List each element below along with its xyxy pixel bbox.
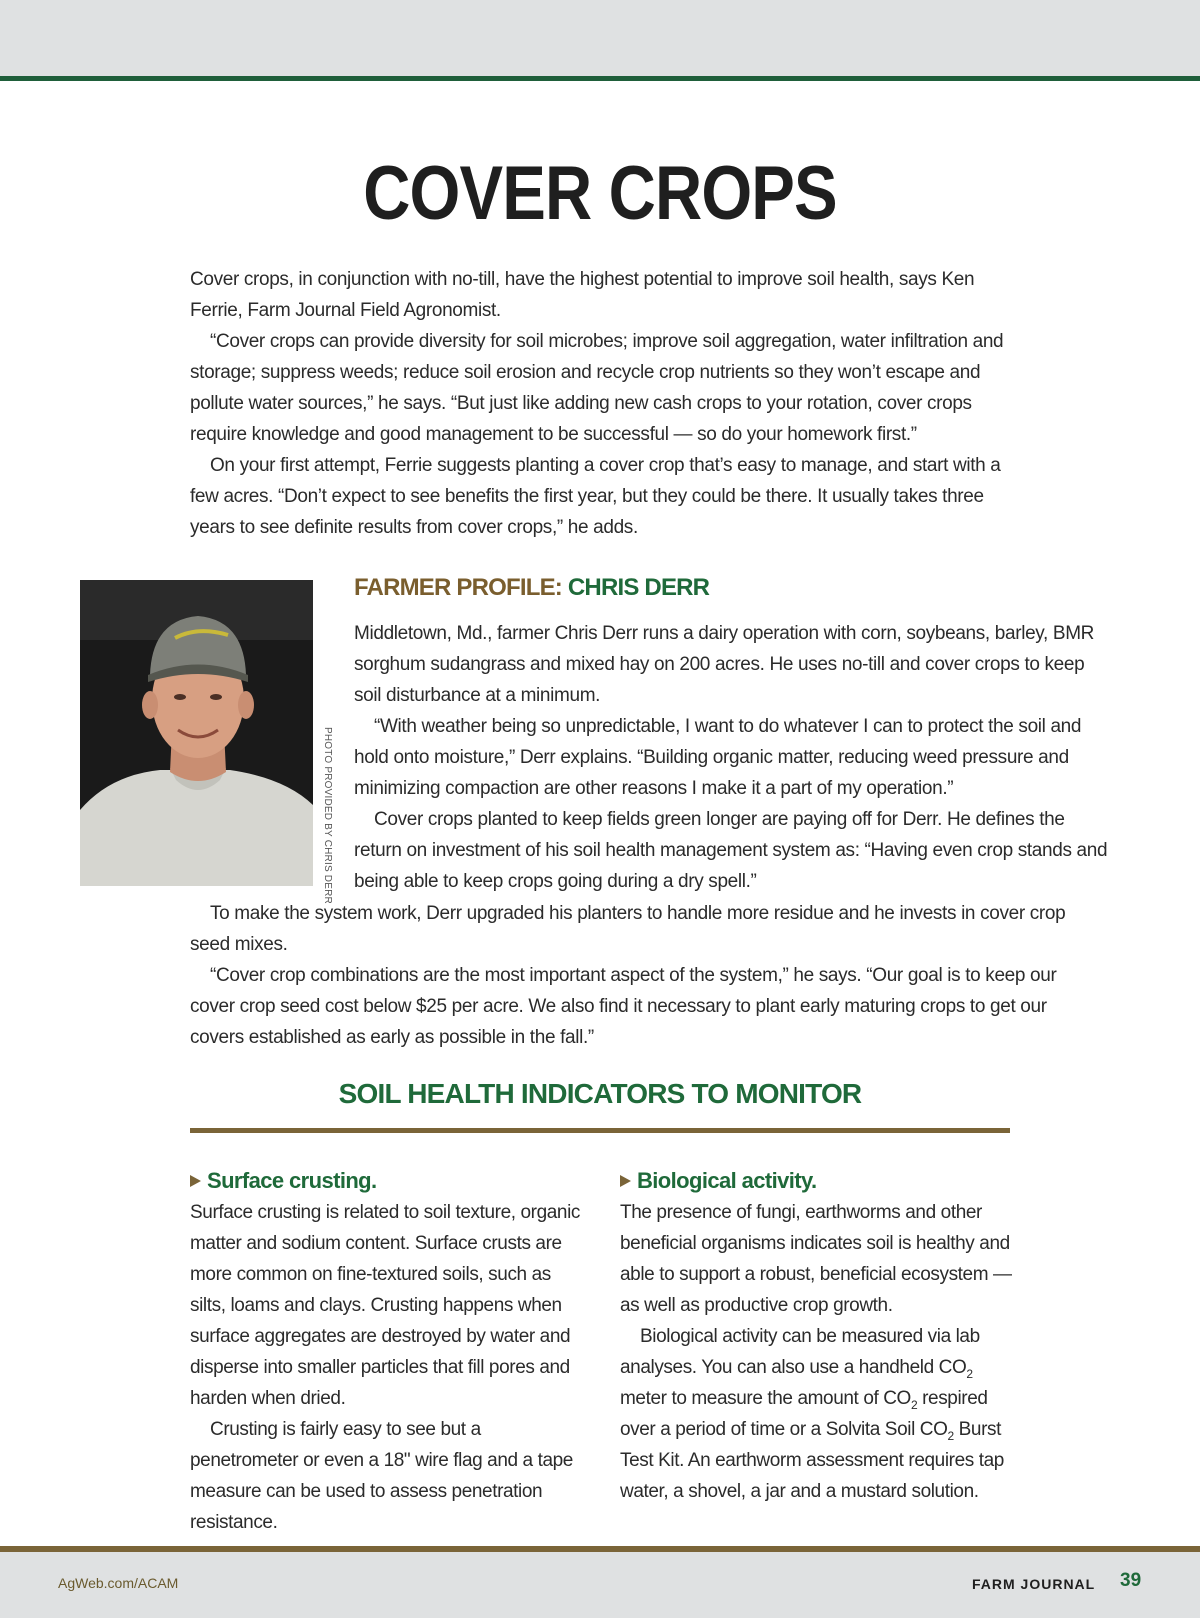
- indicators-rule: [190, 1128, 1010, 1133]
- footer-url-link[interactable]: AgWeb.com/ACAM: [58, 1575, 179, 1591]
- bio-p2-part-b: meter to measure the amount of CO: [620, 1388, 911, 1409]
- surface-crusting-paragraph-1: Surface crusting is related to soil texture, organic matter and sodium content. Surface crusts are more common on fine-textured soils, such as silts, loams and clays. Crusting happens when surface aggregates are destroyed by water and disperse into smaller particles that fill pores and harden when dried.: [190, 1202, 581, 1409]
- bio-p2-part-a: Biological activity can be measured via lab analyses. You can also use a handheld CO: [620, 1326, 980, 1378]
- profile-paragraph-1: Middletown, Md., farmer Chris Derr runs a dairy operation with corn, soybeans, barley, BMR sorghum sudangrass and mixed hay on 200 acres. He uses no-till and cover crops to keep soil disturbance at a minimum.: [354, 623, 1095, 706]
- intro-paragraph-3: On your first attempt, Ferrie suggests planting a cover crop that’s easy to manage, and start with a few acres. “Don’t expect to see benefits the first year, but they could be there. It usually takes three years to see definite results from cover crops,” he adds.: [190, 455, 1001, 538]
- top-green-rule: [0, 76, 1200, 81]
- triangle-bullet-icon: [620, 1175, 631, 1187]
- biological-activity-paragraph-1: The presence of fungi, earthworms and other beneficial organisms indicates soil is healthy and able to support a robust, beneficial ecosystem — as well as productive crop growth.: [620, 1202, 1012, 1316]
- surface-crusting-paragraph-2: Crusting is fairly easy to see but a penetrometer or even a 18" wire flag and a tape measure can be used to assess penetration resistance.: [190, 1419, 573, 1533]
- profile-paragraph-4: To make the system work, Derr upgraded his planters to handle more residue and he invests in cover crop seed mixes.: [190, 903, 1066, 955]
- biological-activity-paragraph-2: [620, 1321, 1020, 1507]
- farmer-portrait-image: [80, 580, 313, 886]
- footer-brand: FARM JOURNAL: [972, 1576, 1096, 1592]
- co2-subscript: 2: [947, 1428, 954, 1443]
- farmer-profile-section: [354, 618, 1114, 897]
- biological-activity-column: [620, 1166, 1020, 1507]
- bio-p2-part-c: respired over a period of time or a Solvita Soil CO: [620, 1388, 988, 1440]
- intro-section: [190, 264, 1020, 543]
- top-band: [0, 0, 1200, 77]
- indicators-heading: SOIL HEALTH INDICATORS TO MONITOR: [338, 1078, 862, 1109]
- triangle-bullet-icon: [190, 1175, 201, 1187]
- photo-credit: PHOTO PROVIDED BY CHRIS DERR: [322, 727, 333, 904]
- profile-name: CHRIS DERR: [567, 574, 710, 601]
- farmer-photo: [80, 580, 313, 886]
- farmer-profile-heading: [354, 574, 709, 602]
- intro-paragraph-2: “Cover crops can provide diversity for soil microbes; improve soil aggregation, water infiltration and storage; suppress weeds; reduce soil erosion and recycle crop nutrients so they won’t escape and pollute water sources,” he says. “But just like adding new cash crops to your rotation, cover crops require knowledge and good management to be successful — so do your homework first.”: [190, 331, 1004, 445]
- co2-subscript: 2: [966, 1366, 973, 1381]
- page-number: 39: [1120, 1570, 1142, 1591]
- profile-paragraph-2: “With weather being so unpredictable, I want to do whatever I can to protect the soil and hold onto moisture,” Derr explains. “Building organic matter, reducing weed pressure and minimizing compaction are other reasons I make it a part of my operation.”: [354, 716, 1082, 799]
- biological-activity-title-text: Biological activity.: [637, 1168, 817, 1193]
- surface-crusting-title-text: Surface crusting.: [207, 1168, 377, 1193]
- profile-label: FARMER PROFILE:: [354, 574, 568, 601]
- profile-continued: [190, 898, 1100, 1053]
- surface-crusting-column: [190, 1166, 590, 1538]
- intro-paragraph-1: Cover crops, in conjunction with no-till, have the highest potential to improve soil health, says Ken Ferrie, Farm Journal Field Agronomist.: [190, 269, 975, 321]
- bio-p2-part-d: Burst Test Kit. An earthworm assessment requires tap water, a shovel, a jar and a mustard solution.: [620, 1419, 1004, 1502]
- surface-crusting-title: [190, 1166, 590, 1196]
- page-title: COVER CROPS: [363, 151, 837, 236]
- profile-paragraph-5: “Cover crop combinations are the most important aspect of the system,” he says. “Our goal is to keep our cover crop seed cost below $25 per acre. We also find it necessary to plant early maturing crops to get our covers established as early as possible in the fall.”: [190, 965, 1057, 1048]
- co2-subscript: 2: [910, 1397, 918, 1412]
- profile-paragraph-3: Cover crops planted to keep fields green longer are paying off for Derr. He defines the return on investment of his soil health management system as: “Having even crop stands and being able to keep crops going during a dry spell.”: [354, 809, 1108, 892]
- biological-activity-title: [620, 1166, 1020, 1196]
